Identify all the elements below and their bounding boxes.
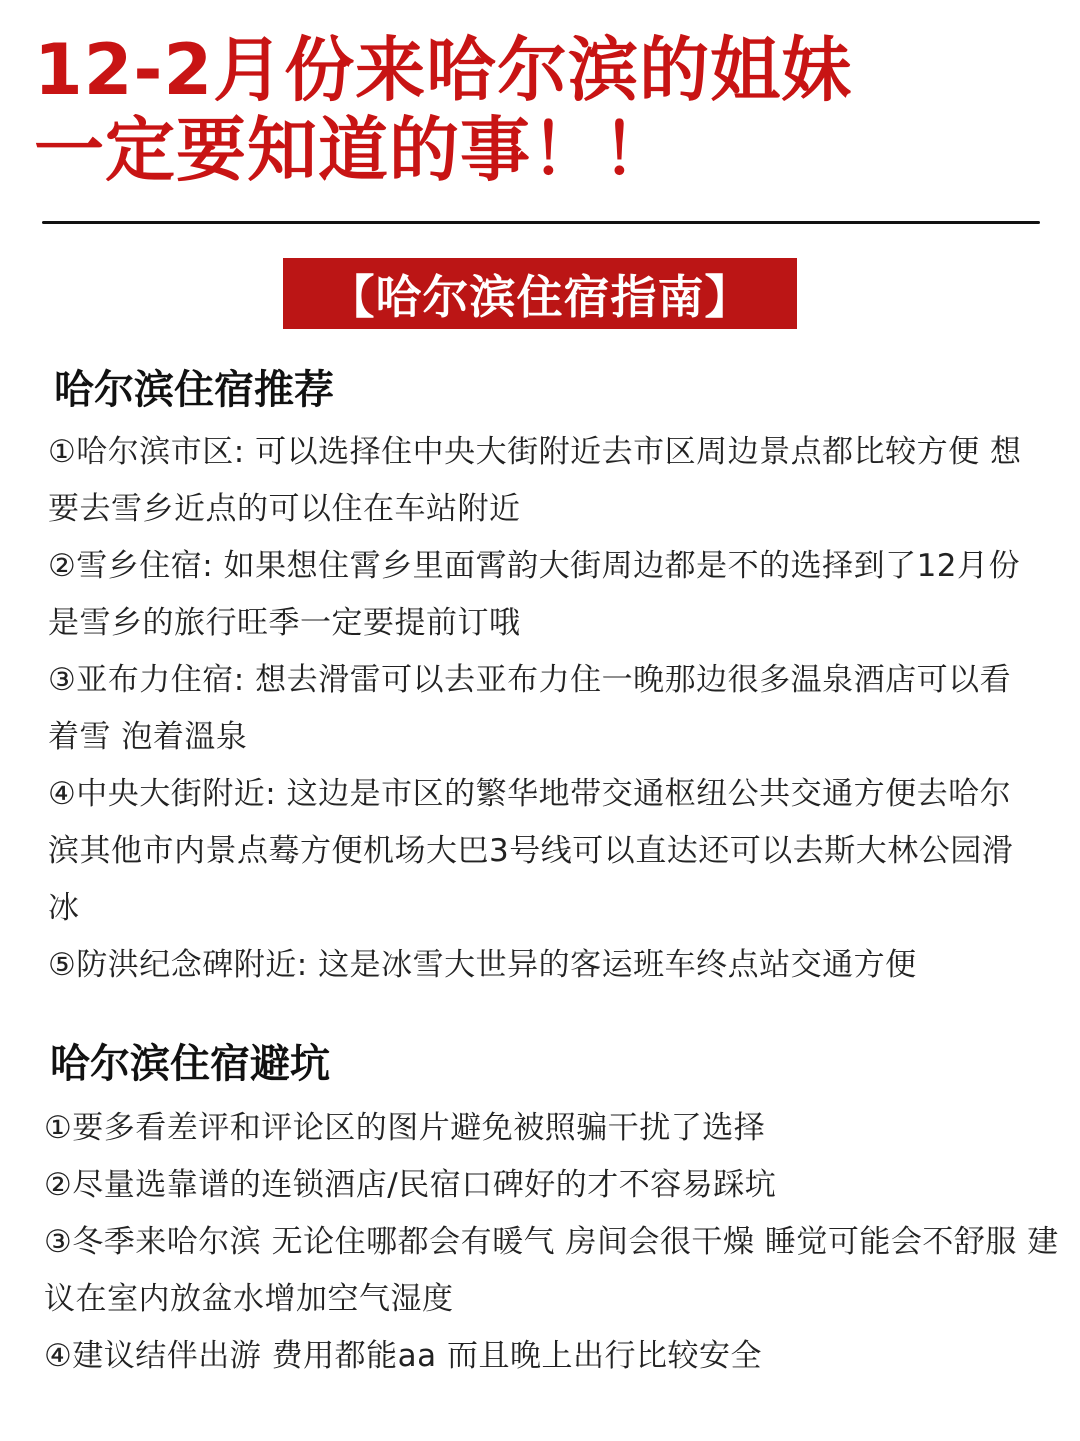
avoid-item: ④建议结伴出游 费用都能aa 而且晚上出行比较安全 xyxy=(44,1338,762,1374)
section-banner xyxy=(283,258,797,329)
avoid-item: ③冬季来哈尔滨 无论住哪都会有暖气 房间会很干燥 睡觉可能会不舒服 建议在室内放盆水增加空气湿度 xyxy=(44,1224,1059,1317)
recommend-section xyxy=(0,362,1080,994)
avoid-heading: 哈尔滨住宿避坑 xyxy=(50,1041,330,1087)
recommend-item: ②雪乡住宿: 如果想住霄乡里面霄韵大街周边都是不的选择到了12月份是雪乡的旅行旺季一定要提前订哦 xyxy=(48,548,1021,641)
recommend-item: ①哈尔滨市区: 可以选择住中央大街附近去市区周边景点都比较方便 想要去雪乡近点的可以住在车站附近 xyxy=(48,434,1022,527)
title-line-2: 一定要知道的事！！ xyxy=(34,109,673,191)
recommend-list xyxy=(0,424,1033,994)
recommend-item: ⑤防洪纪念碑附近: 这是冰雪大世异的客运班车终点站交通方便 xyxy=(48,947,917,983)
avoid-item: ①要多看差评和评论区的图片避免被照骗干扰了选择 xyxy=(44,1110,766,1146)
recommend-item: ③亚布力住宿: 想去滑雷可以去亚布力住一晚那边很多温泉酒店可以看着雪 泡着溫泉 xyxy=(48,662,1012,755)
avoid-item: ②尽量选靠谱的连锁酒店/民宿口碑好的才不容易踩坑 xyxy=(44,1167,777,1203)
avoid-list xyxy=(0,1100,1066,1385)
recommend-heading: 哈尔滨住宿推荐 xyxy=(54,367,334,413)
recommend-item: ④中央大街附近: 这边是市区的繁华地带交通枢纽公共交通方便去哈尔滨其他市内景点蓦方便机场大巴3号线可以直达还可以去斯大林公园滑冰 xyxy=(48,776,1014,926)
page-title xyxy=(34,30,1054,190)
avoid-section xyxy=(0,1036,1080,1385)
title-divider xyxy=(42,221,1040,224)
banner-text: 【哈尔滨住宿指南】 xyxy=(328,269,752,324)
title-line-1: 12-2月份来哈尔滨的姐妹 xyxy=(34,29,853,111)
